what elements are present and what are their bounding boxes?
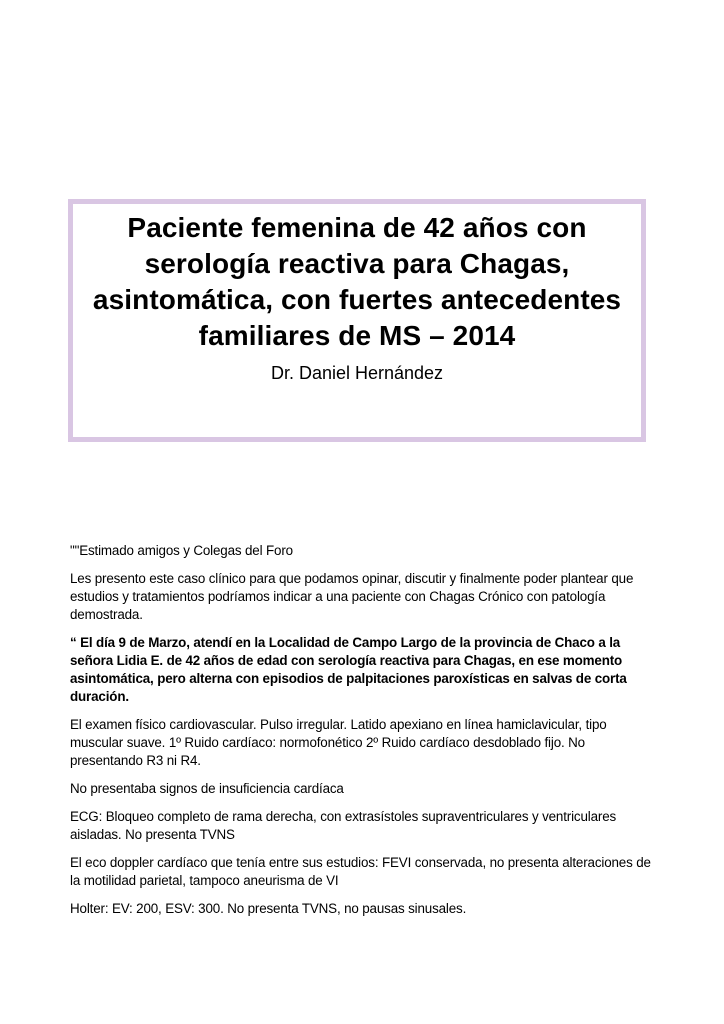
title-box	[68, 199, 646, 442]
echo-doppler-paragraph: El eco doppler cardíaco que tenía entre sus estudios: FEVI conservada, no presenta alteraciones de la motilidad parietal, tampoco aneurisma de VI	[70, 855, 651, 888]
case-presentation-paragraph: “ El día 9 de Marzo, atendí en la Localidad de Campo Largo de la provincia de Chaco a la señora Lidia E. de 42 años de edad con serología reactiva para Chagas, en ese momento asintomática, pero alterna con episodios de palpitaciones paroxísticas en salvas de corta duración.	[70, 635, 627, 704]
document-body	[70, 542, 660, 928]
author-name: Dr. Daniel Hernández	[270, 363, 444, 383]
holter-paragraph: Holter: EV: 200, ESV: 300. No presenta TVNS, no pausas sinusales.	[70, 901, 467, 916]
intro-paragraph: Les presento este caso clínico para que podamos opinar, discutir y finalmente poder plantear que estudios y tratamientos podríamos indicar a una paciente con Chagas Crónico con patología demostrada.	[70, 571, 634, 622]
physical-exam-paragraph: El examen físico cardiovascular. Pulso irregular. Latido apexiano en línea hamiclavicular, tipo muscular suave. 1º Ruido cardíaco: normofonético 2º Ruido cardíaco desdoblado fijo. No presentando R3 ni R4.	[70, 717, 607, 768]
greeting-paragraph: ""Estimado amigos y Colegas del Foro	[70, 543, 293, 558]
heart-failure-paragraph: No presentaba signos de insuficiencia cardíaca	[70, 781, 344, 796]
ecg-paragraph: ECG: Bloqueo completo de rama derecha, con extrasístoles supraventriculares y ventriculares aisladas. No presenta TVNS	[70, 809, 617, 842]
page-title: Paciente femenina de 42 años con serología reactiva para Chagas, asintomática, con fuertes antecedentes familiares de MS – 2014	[92, 212, 622, 351]
